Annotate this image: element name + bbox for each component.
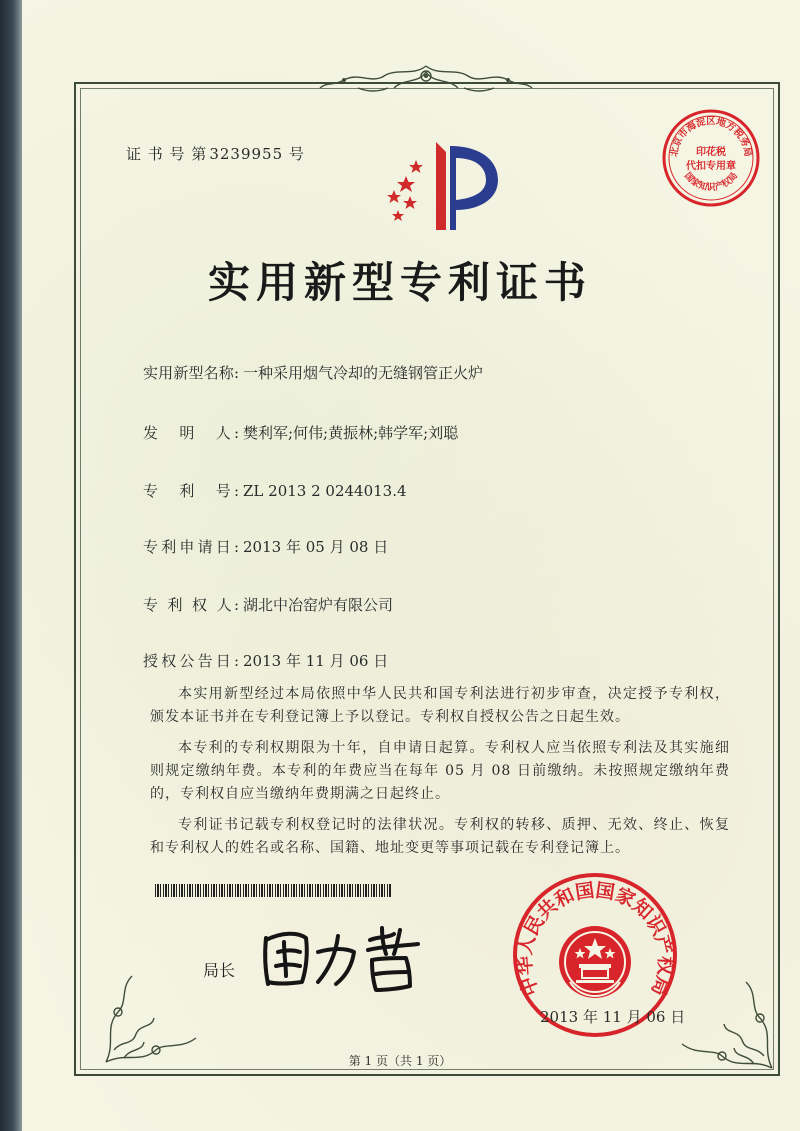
body-paragraph-legal-status: 专利证书记载专利权登记时的法律状况。专利权的转移、质押、无效、终止、恢复和专利权人的姓名或名称、国籍、地址变更等事项记载在专利登记簿上。 (150, 817, 730, 856)
top-ornament-icon (318, 62, 534, 98)
field-value: 樊利军;何伟;黄振林;韩学军;刘聪 (243, 424, 459, 442)
field-patent-number (143, 480, 407, 501)
page-number: 第 1 页（共 1 页） (348, 1054, 452, 1068)
field-grant-announcement-date (143, 650, 388, 671)
certificate-body (150, 683, 730, 868)
field-label: 专利申请日: (143, 538, 239, 556)
field-label: 专 利 权 人: (143, 596, 239, 614)
field-label: 实用新型名称: (143, 364, 239, 382)
certificate-number (126, 143, 305, 164)
certificate-number-label: 证 书 号 第 (126, 145, 208, 163)
field-label: 授权公告日: (143, 652, 239, 670)
field-label: 发 明 人: (143, 424, 239, 442)
director-label: 局长 (203, 961, 236, 980)
field-utility-model-name (143, 362, 483, 383)
official-seal-text: 中华人民共和国国家知识产权局 (513, 879, 677, 999)
svg-text:国家知识产权局 (682, 170, 740, 193)
tax-seal-bottom-text: 国家知识产权局 (681, 171, 741, 194)
field-value: 2013 年 05 月 08 日 (243, 538, 389, 556)
national-emblem-icon (559, 926, 631, 998)
certificate-number-suffix: 号 (288, 145, 305, 163)
field-patentee (143, 594, 393, 615)
tax-seal-outer-text: 北京市海淀区地方税务局 (668, 116, 754, 158)
tax-seal-line1: 印花税 (696, 147, 726, 158)
field-value: 湖北中冶窑炉有限公司 (243, 596, 394, 614)
field-value: 2013 年 11 月 06 日 (243, 652, 389, 670)
field-application-date (143, 536, 388, 557)
tax-seal-line2: 代扣专用章 (686, 161, 736, 172)
certificate-number-value: 3239955 (209, 145, 284, 163)
body-paragraph-grant: 本实用新型经过本局依照中华人民共和国专利法进行初步审查，决定授予专利权，颁发本证书并在专利登记簿上予以登记。专利权自授权公告之日起生效。 (150, 686, 730, 725)
field-value: 一种采用烟气冷却的无缝钢管正火炉 (243, 364, 484, 382)
director-signature (258, 918, 428, 998)
patent-office-emblem-icon (380, 140, 504, 236)
field-inventors (143, 422, 458, 443)
barcode (155, 884, 391, 897)
tax-stamp-seal (660, 107, 762, 209)
field-label: 专 利 号: (143, 482, 239, 500)
issue-date: 2013 年 11 月 06 日 (540, 1008, 686, 1026)
body-paragraph-term: 本专利的专利权期限为十年，自申请日起算。专利权人应当依照专利法及其实施细则规定缴纳年费。本专利的年费应当在每年 05 月 08 日前缴纳。未按照规定缴纳年费的，专利权自应当缴纳年费期满之日起终止。 (150, 740, 730, 802)
certificate-title: 实用新型专利证书 (207, 258, 592, 307)
binding-strip (0, 0, 22, 1131)
field-value: ZL 2013 2 0244013.4 (243, 482, 407, 500)
